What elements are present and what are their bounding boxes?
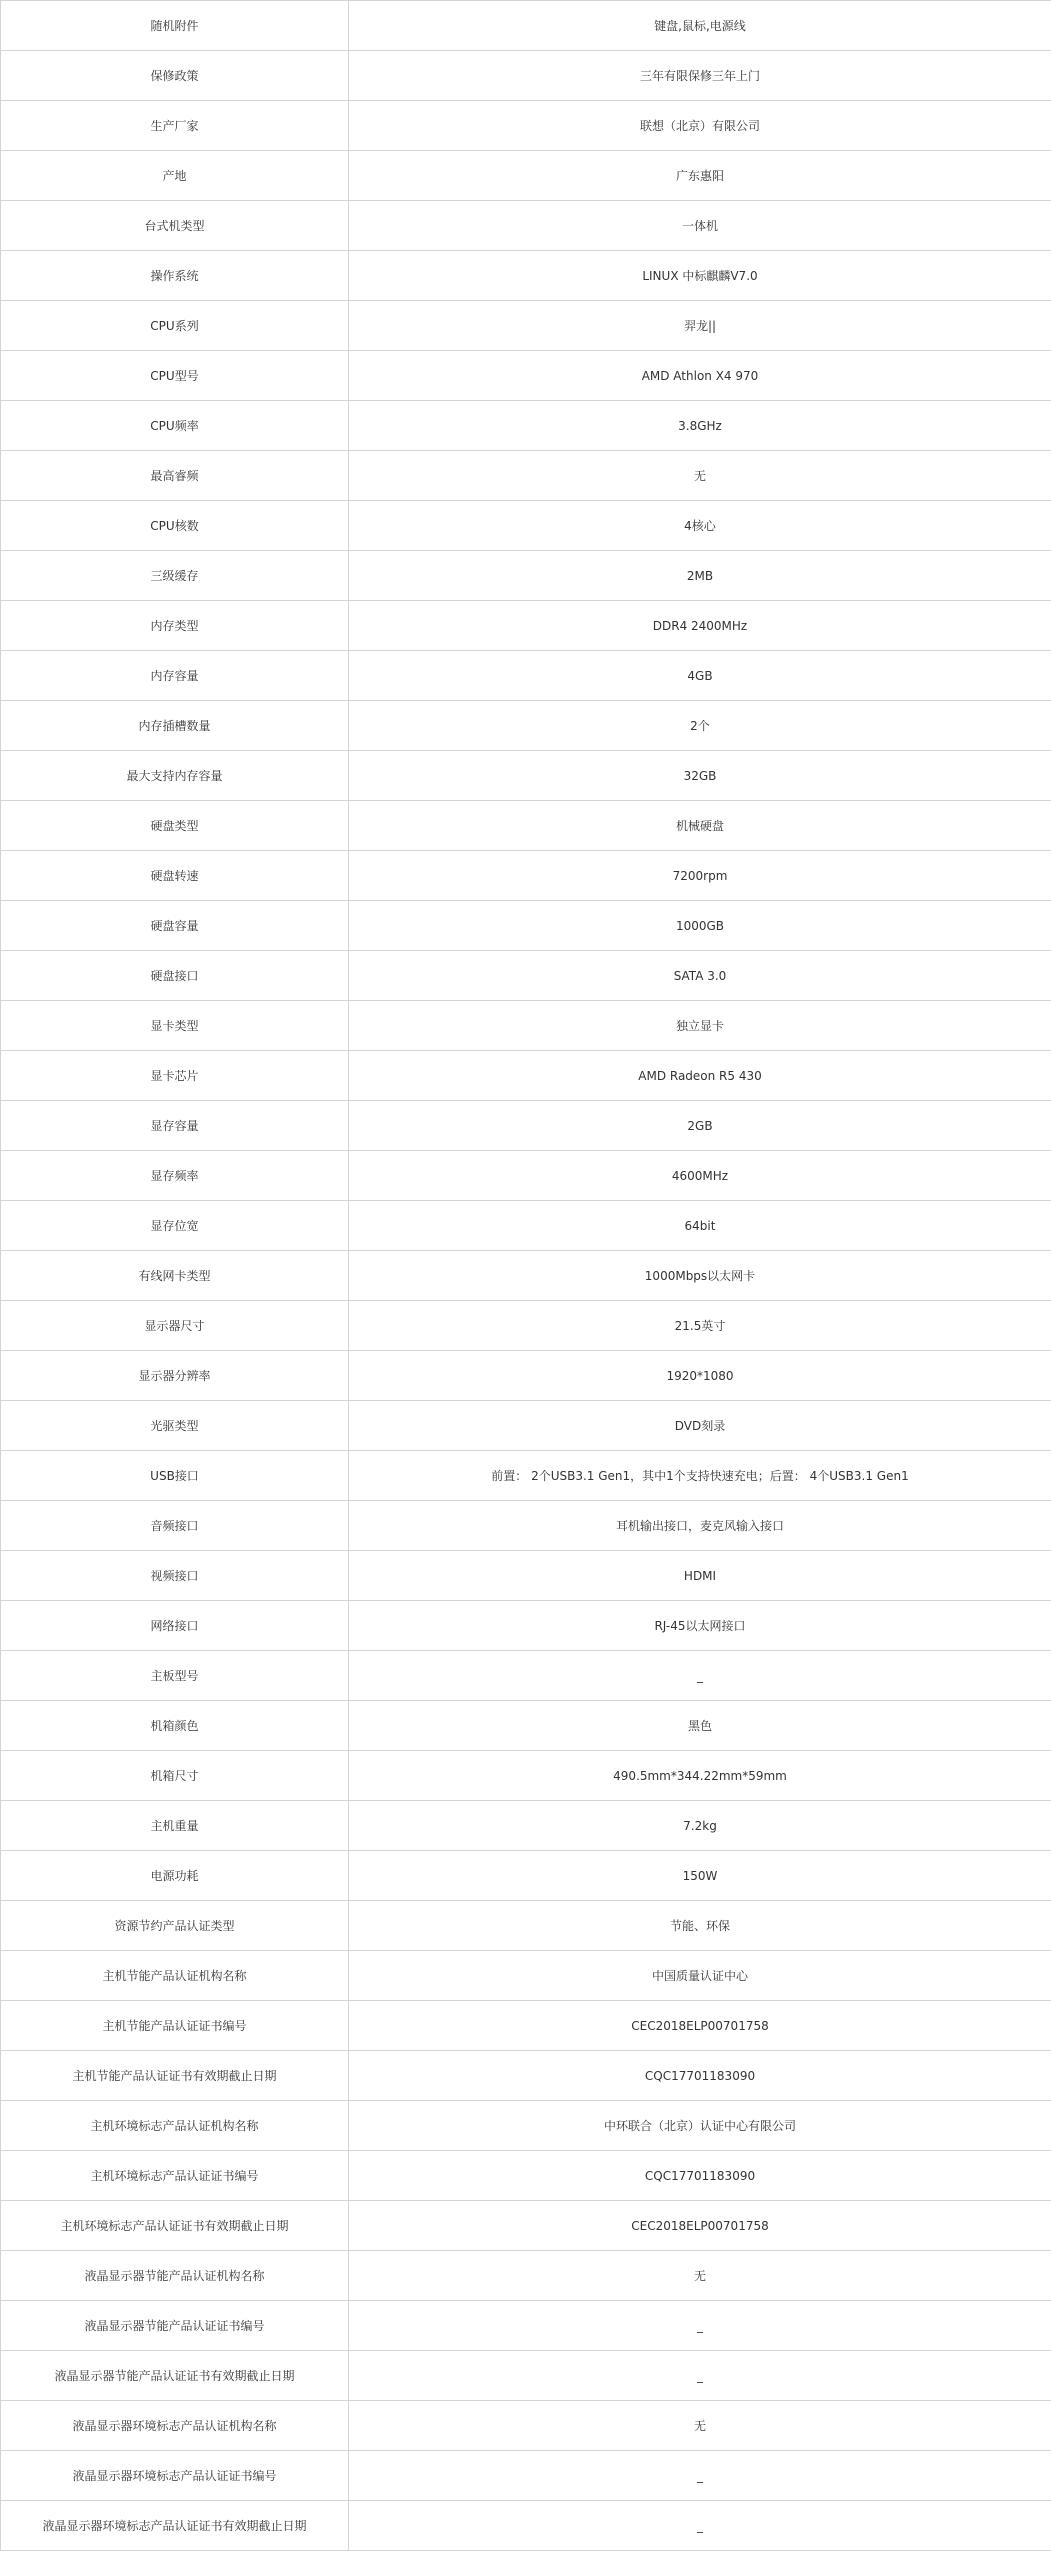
spec-value: AMD Radeon R5 430	[349, 1051, 1051, 1101]
table-row	[1, 451, 1051, 501]
table-row	[1, 1901, 1051, 1951]
table-row	[1, 251, 1051, 301]
spec-label: 最高睿频	[1, 451, 349, 501]
spec-label: 液晶显示器节能产品认证证书有效期截止日期	[1, 2351, 349, 2401]
table-row	[1, 1701, 1051, 1751]
spec-label: 主机节能产品认证机构名称	[1, 1951, 349, 2001]
table-row	[1, 2251, 1051, 2301]
table-row	[1, 1, 1051, 51]
table-row	[1, 801, 1051, 851]
spec-value: 中环联合（北京）认证中心有限公司	[349, 2101, 1051, 2151]
spec-label: 硬盘类型	[1, 801, 349, 851]
spec-value: AMD Athlon X4 970	[349, 351, 1051, 401]
spec-value: 150W	[349, 1851, 1051, 1901]
spec-value: 机械硬盘	[349, 801, 1051, 851]
spec-value: 中国质量认证中心	[349, 1951, 1051, 2001]
spec-label: 显卡芯片	[1, 1051, 349, 1101]
spec-value: LINUX 中标麒麟V7.0	[349, 251, 1051, 301]
spec-value: _	[349, 2351, 1051, 2401]
spec-label: 液晶显示器环境标志产品认证证书有效期截止日期	[1, 2501, 349, 2551]
table-row	[1, 951, 1051, 1001]
spec-label: 主机节能产品认证证书编号	[1, 2001, 349, 2051]
spec-value: 32GB	[349, 751, 1051, 801]
table-row	[1, 201, 1051, 251]
table-row	[1, 351, 1051, 401]
spec-value: 7.2kg	[349, 1801, 1051, 1851]
spec-value: SATA 3.0	[349, 951, 1051, 1001]
table-row	[1, 2001, 1051, 2051]
table-row	[1, 2201, 1051, 2251]
spec-value: 2MB	[349, 551, 1051, 601]
table-row	[1, 2401, 1051, 2451]
table-row	[1, 1101, 1051, 1151]
spec-value: RJ-45以太网接口	[349, 1601, 1051, 1651]
table-row	[1, 1001, 1051, 1051]
spec-label: 最大支持内存容量	[1, 751, 349, 801]
table-row	[1, 1301, 1051, 1351]
spec-value: 1000Mbps以太网卡	[349, 1251, 1051, 1301]
table-row	[1, 2101, 1051, 2151]
spec-value: 1000GB	[349, 901, 1051, 951]
spec-label: 生产厂家	[1, 101, 349, 151]
spec-value: CQC17701183090	[349, 2151, 1051, 2201]
table-row	[1, 1501, 1051, 1551]
spec-value: _	[349, 2301, 1051, 2351]
spec-label: 显存位宽	[1, 1201, 349, 1251]
spec-label: USB接口	[1, 1451, 349, 1501]
spec-label: 液晶显示器节能产品认证机构名称	[1, 2251, 349, 2301]
spec-label: 主机环境标志产品认证证书编号	[1, 2151, 349, 2201]
spec-label: 台式机类型	[1, 201, 349, 251]
spec-value: CEC2018ELP00701758	[349, 2001, 1051, 2051]
spec-label: 网络接口	[1, 1601, 349, 1651]
spec-value: 无	[349, 2251, 1051, 2301]
table-row	[1, 401, 1051, 451]
spec-label: 三级缓存	[1, 551, 349, 601]
spec-label: 显存频率	[1, 1151, 349, 1201]
spec-value: 2GB	[349, 1101, 1051, 1151]
spec-value: 无	[349, 451, 1051, 501]
spec-value: 7200rpm	[349, 851, 1051, 901]
spec-value: 2个	[349, 701, 1051, 751]
spec-label: CPU型号	[1, 351, 349, 401]
spec-label: 保修政策	[1, 51, 349, 101]
spec-label: 内存插槽数量	[1, 701, 349, 751]
table-row	[1, 701, 1051, 751]
spec-label: 液晶显示器环境标志产品认证证书编号	[1, 2451, 349, 2501]
table-row	[1, 1401, 1051, 1451]
table-row	[1, 1251, 1051, 1301]
spec-label: CPU核数	[1, 501, 349, 551]
spec-value: _	[349, 1651, 1051, 1701]
table-row	[1, 651, 1051, 701]
spec-value: 联想（北京）有限公司	[349, 101, 1051, 151]
spec-label: 视频接口	[1, 1551, 349, 1601]
spec-value: _	[349, 2501, 1051, 2551]
spec-label: 内存类型	[1, 601, 349, 651]
spec-label: 操作系统	[1, 251, 349, 301]
spec-label: 产地	[1, 151, 349, 201]
spec-value: 三年有限保修三年上门	[349, 51, 1051, 101]
table-row	[1, 1751, 1051, 1801]
spec-label: 显示器尺寸	[1, 1301, 349, 1351]
table-row	[1, 1801, 1051, 1851]
spec-value: 一体机	[349, 201, 1051, 251]
table-row	[1, 601, 1051, 651]
spec-label: 光驱类型	[1, 1401, 349, 1451]
spec-label: 主机环境标志产品认证机构名称	[1, 2101, 349, 2151]
spec-label: 随机附件	[1, 1, 349, 51]
table-row	[1, 901, 1051, 951]
spec-value: 1920*1080	[349, 1351, 1051, 1401]
spec-value: 3.8GHz	[349, 401, 1051, 451]
spec-value: 无	[349, 2401, 1051, 2451]
spec-label: 硬盘转速	[1, 851, 349, 901]
table-row	[1, 151, 1051, 201]
table-row	[1, 751, 1051, 801]
spec-value: CQC17701183090	[349, 2051, 1051, 2101]
spec-label: 机箱尺寸	[1, 1751, 349, 1801]
spec-label: 液晶显示器节能产品认证证书编号	[1, 2301, 349, 2351]
table-row	[1, 2151, 1051, 2201]
spec-value: _	[349, 2451, 1051, 2501]
spec-label: 液晶显示器环境标志产品认证机构名称	[1, 2401, 349, 2451]
table-row	[1, 301, 1051, 351]
table-row	[1, 1351, 1051, 1401]
spec-value: 独立显卡	[349, 1001, 1051, 1051]
spec-label: CPU频率	[1, 401, 349, 451]
spec-value: 羿龙||	[349, 301, 1051, 351]
spec-label: 机箱颜色	[1, 1701, 349, 1751]
table-row	[1, 1601, 1051, 1651]
spec-label: 显示器分辨率	[1, 1351, 349, 1401]
spec-label: 内存容量	[1, 651, 349, 701]
table-row	[1, 101, 1051, 151]
spec-label: 显卡类型	[1, 1001, 349, 1051]
spec-label: 主机节能产品认证证书有效期截止日期	[1, 2051, 349, 2101]
spec-label: 主机环境标志产品认证证书有效期截止日期	[1, 2201, 349, 2251]
table-row	[1, 1551, 1051, 1601]
spec-table-body	[1, 1, 1051, 2551]
table-row	[1, 851, 1051, 901]
table-row	[1, 551, 1051, 601]
spec-label: 显存容量	[1, 1101, 349, 1151]
table-row	[1, 1201, 1051, 1251]
spec-value: 广东惠阳	[349, 151, 1051, 201]
table-row	[1, 2351, 1051, 2401]
spec-label: CPU系列	[1, 301, 349, 351]
spec-label: 主机重量	[1, 1801, 349, 1851]
spec-value: 4600MHz	[349, 1151, 1051, 1201]
table-row	[1, 1151, 1051, 1201]
spec-label: 电源功耗	[1, 1851, 349, 1901]
table-row	[1, 2301, 1051, 2351]
table-row	[1, 501, 1051, 551]
spec-value: 键盘,鼠标,电源线	[349, 1, 1051, 51]
table-row	[1, 1451, 1051, 1501]
spec-value: 耳机输出接口，麦克风输入接口	[349, 1501, 1051, 1551]
spec-value: 490.5mm*344.22mm*59mm	[349, 1751, 1051, 1801]
table-row	[1, 2451, 1051, 2501]
spec-label: 有线网卡类型	[1, 1251, 349, 1301]
table-row	[1, 1051, 1051, 1101]
spec-label: 资源节约产品认证类型	[1, 1901, 349, 1951]
spec-value: 4GB	[349, 651, 1051, 701]
spec-label: 音频接口	[1, 1501, 349, 1551]
spec-value: DDR4 2400MHz	[349, 601, 1051, 651]
spec-value: HDMI	[349, 1551, 1051, 1601]
spec-value: CEC2018ELP00701758	[349, 2201, 1051, 2251]
table-row	[1, 2501, 1051, 2551]
table-row	[1, 2051, 1051, 2101]
spec-label: 主板型号	[1, 1651, 349, 1701]
spec-value: 黑色	[349, 1701, 1051, 1751]
spec-label: 硬盘容量	[1, 901, 349, 951]
table-row	[1, 1951, 1051, 2001]
spec-label: 硬盘接口	[1, 951, 349, 1001]
table-row	[1, 1851, 1051, 1901]
spec-value: 4核心	[349, 501, 1051, 551]
spec-value: DVD刻录	[349, 1401, 1051, 1451]
spec-value: 64bit	[349, 1201, 1051, 1251]
spec-value: 21.5英寸	[349, 1301, 1051, 1351]
spec-value: 前置： 2个USB3.1 Gen1，其中1个支持快速充电；后置： 4个USB3.1 Gen1	[349, 1451, 1051, 1501]
table-row	[1, 51, 1051, 101]
spec-value: 节能、环保	[349, 1901, 1051, 1951]
table-row	[1, 1651, 1051, 1701]
